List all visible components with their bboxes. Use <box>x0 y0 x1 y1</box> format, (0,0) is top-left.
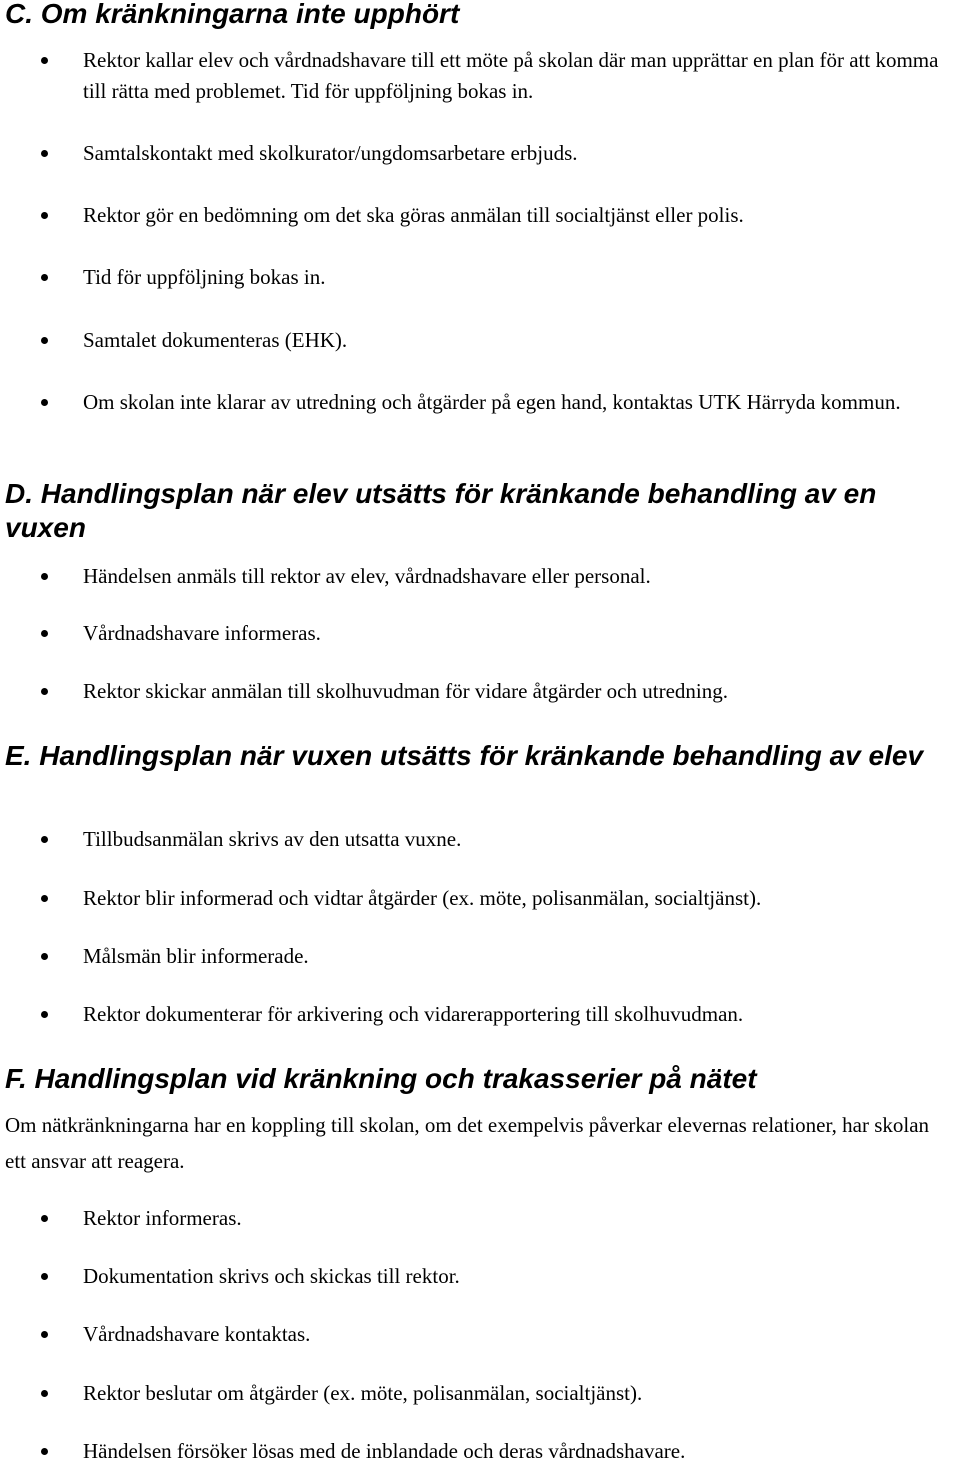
bullet-icon <box>41 212 48 219</box>
bullet-icon <box>41 1448 48 1455</box>
list-item-text: Målsmän blir informerade. <box>83 944 309 968</box>
list-item-text: Rektor blir informerad och vidtar åtgärder (ex. möte, polisanmälan, socialtjänst). <box>83 886 762 910</box>
bullet-icon <box>41 895 48 902</box>
bullet-icon <box>41 150 48 157</box>
bullet-icon <box>41 1273 48 1280</box>
bullet-icon <box>41 337 48 344</box>
list-item-text: Händelsen försöker lösas med de inblandade och deras vårdnadshavare. <box>83 1439 686 1463</box>
list-item-text: Vårdnadshavare kontaktas. <box>83 1322 311 1346</box>
bullet-icon <box>41 399 48 406</box>
bullet-icon <box>41 274 48 281</box>
section-c-heading: C. Om kränkningarna inte upphört <box>5 0 460 29</box>
bullet-icon <box>41 573 48 580</box>
list-item-text: Samtalskontakt med skolkurator/ungdomsarbetare erbjuds. <box>83 141 578 165</box>
list-item-text: Rektor informeras. <box>83 1206 242 1230</box>
bullet-icon <box>41 57 48 64</box>
bullet-icon <box>41 836 48 843</box>
list-item-text: Rektor beslutar om åtgärder (ex. möte, polisanmälan, socialtjänst). <box>83 1381 643 1405</box>
list-item-text: Dokumentation skrivs och skickas till rektor. <box>83 1264 460 1288</box>
list-item-text: Rektor dokumenterar för arkivering och vidarerapportering till skolhuvudman. <box>83 1002 744 1026</box>
list-item-text: Rektor skickar anmälan till skolhuvudman för vidare åtgärder och utredning. <box>83 679 728 703</box>
list-item-text: Rektor kallar elev och vårdnadshavare till ett möte på skolan där man upprättar en plan för att komma till rätta med problemet. Tid för uppföljning bokas in. <box>83 48 939 103</box>
list-item-text: Rektor gör en bedömning om det ska göras anmälan till socialtjänst eller polis. <box>83 203 744 227</box>
section-f-intro: Om nätkränkningarna har en koppling till skolan, om det exempelvis påverkar elevernas relationer, har skolan ett ansvar att reagera. <box>5 1113 930 1173</box>
bullet-icon <box>41 688 48 695</box>
bullet-icon <box>41 630 48 637</box>
section-d-heading: D. Handlingsplan när elev utsätts för kränkande behandling av en vuxen <box>5 478 877 543</box>
bullet-icon <box>41 1215 48 1222</box>
bullet-icon <box>41 1011 48 1018</box>
list-item-text: Samtalet dokumenteras (EHK). <box>83 328 348 352</box>
section-e-heading: E. Handlingsplan när vuxen utsätts för kränkande behandling av elev <box>5 740 924 771</box>
bullet-icon <box>41 1390 48 1397</box>
list-item-text: Tillbudsanmälan skrivs av den utsatta vuxne. <box>83 827 462 851</box>
bullet-icon <box>41 953 48 960</box>
section-f-heading: F. Handlingsplan vid kränkning och trakasserier på nätet <box>5 1063 757 1094</box>
bullet-icon <box>41 1331 48 1338</box>
list-item-text: Tid för uppföljning bokas in. <box>83 265 326 289</box>
list-item-text: Om skolan inte klarar av utredning och åtgärder på egen hand, kontaktas UTK Härryda kommun. <box>83 390 901 414</box>
list-item-text: Händelsen anmäls till rektor av elev, vårdnadshavare eller personal. <box>83 564 651 588</box>
list-item-text: Vårdnadshavare informeras. <box>83 621 321 645</box>
